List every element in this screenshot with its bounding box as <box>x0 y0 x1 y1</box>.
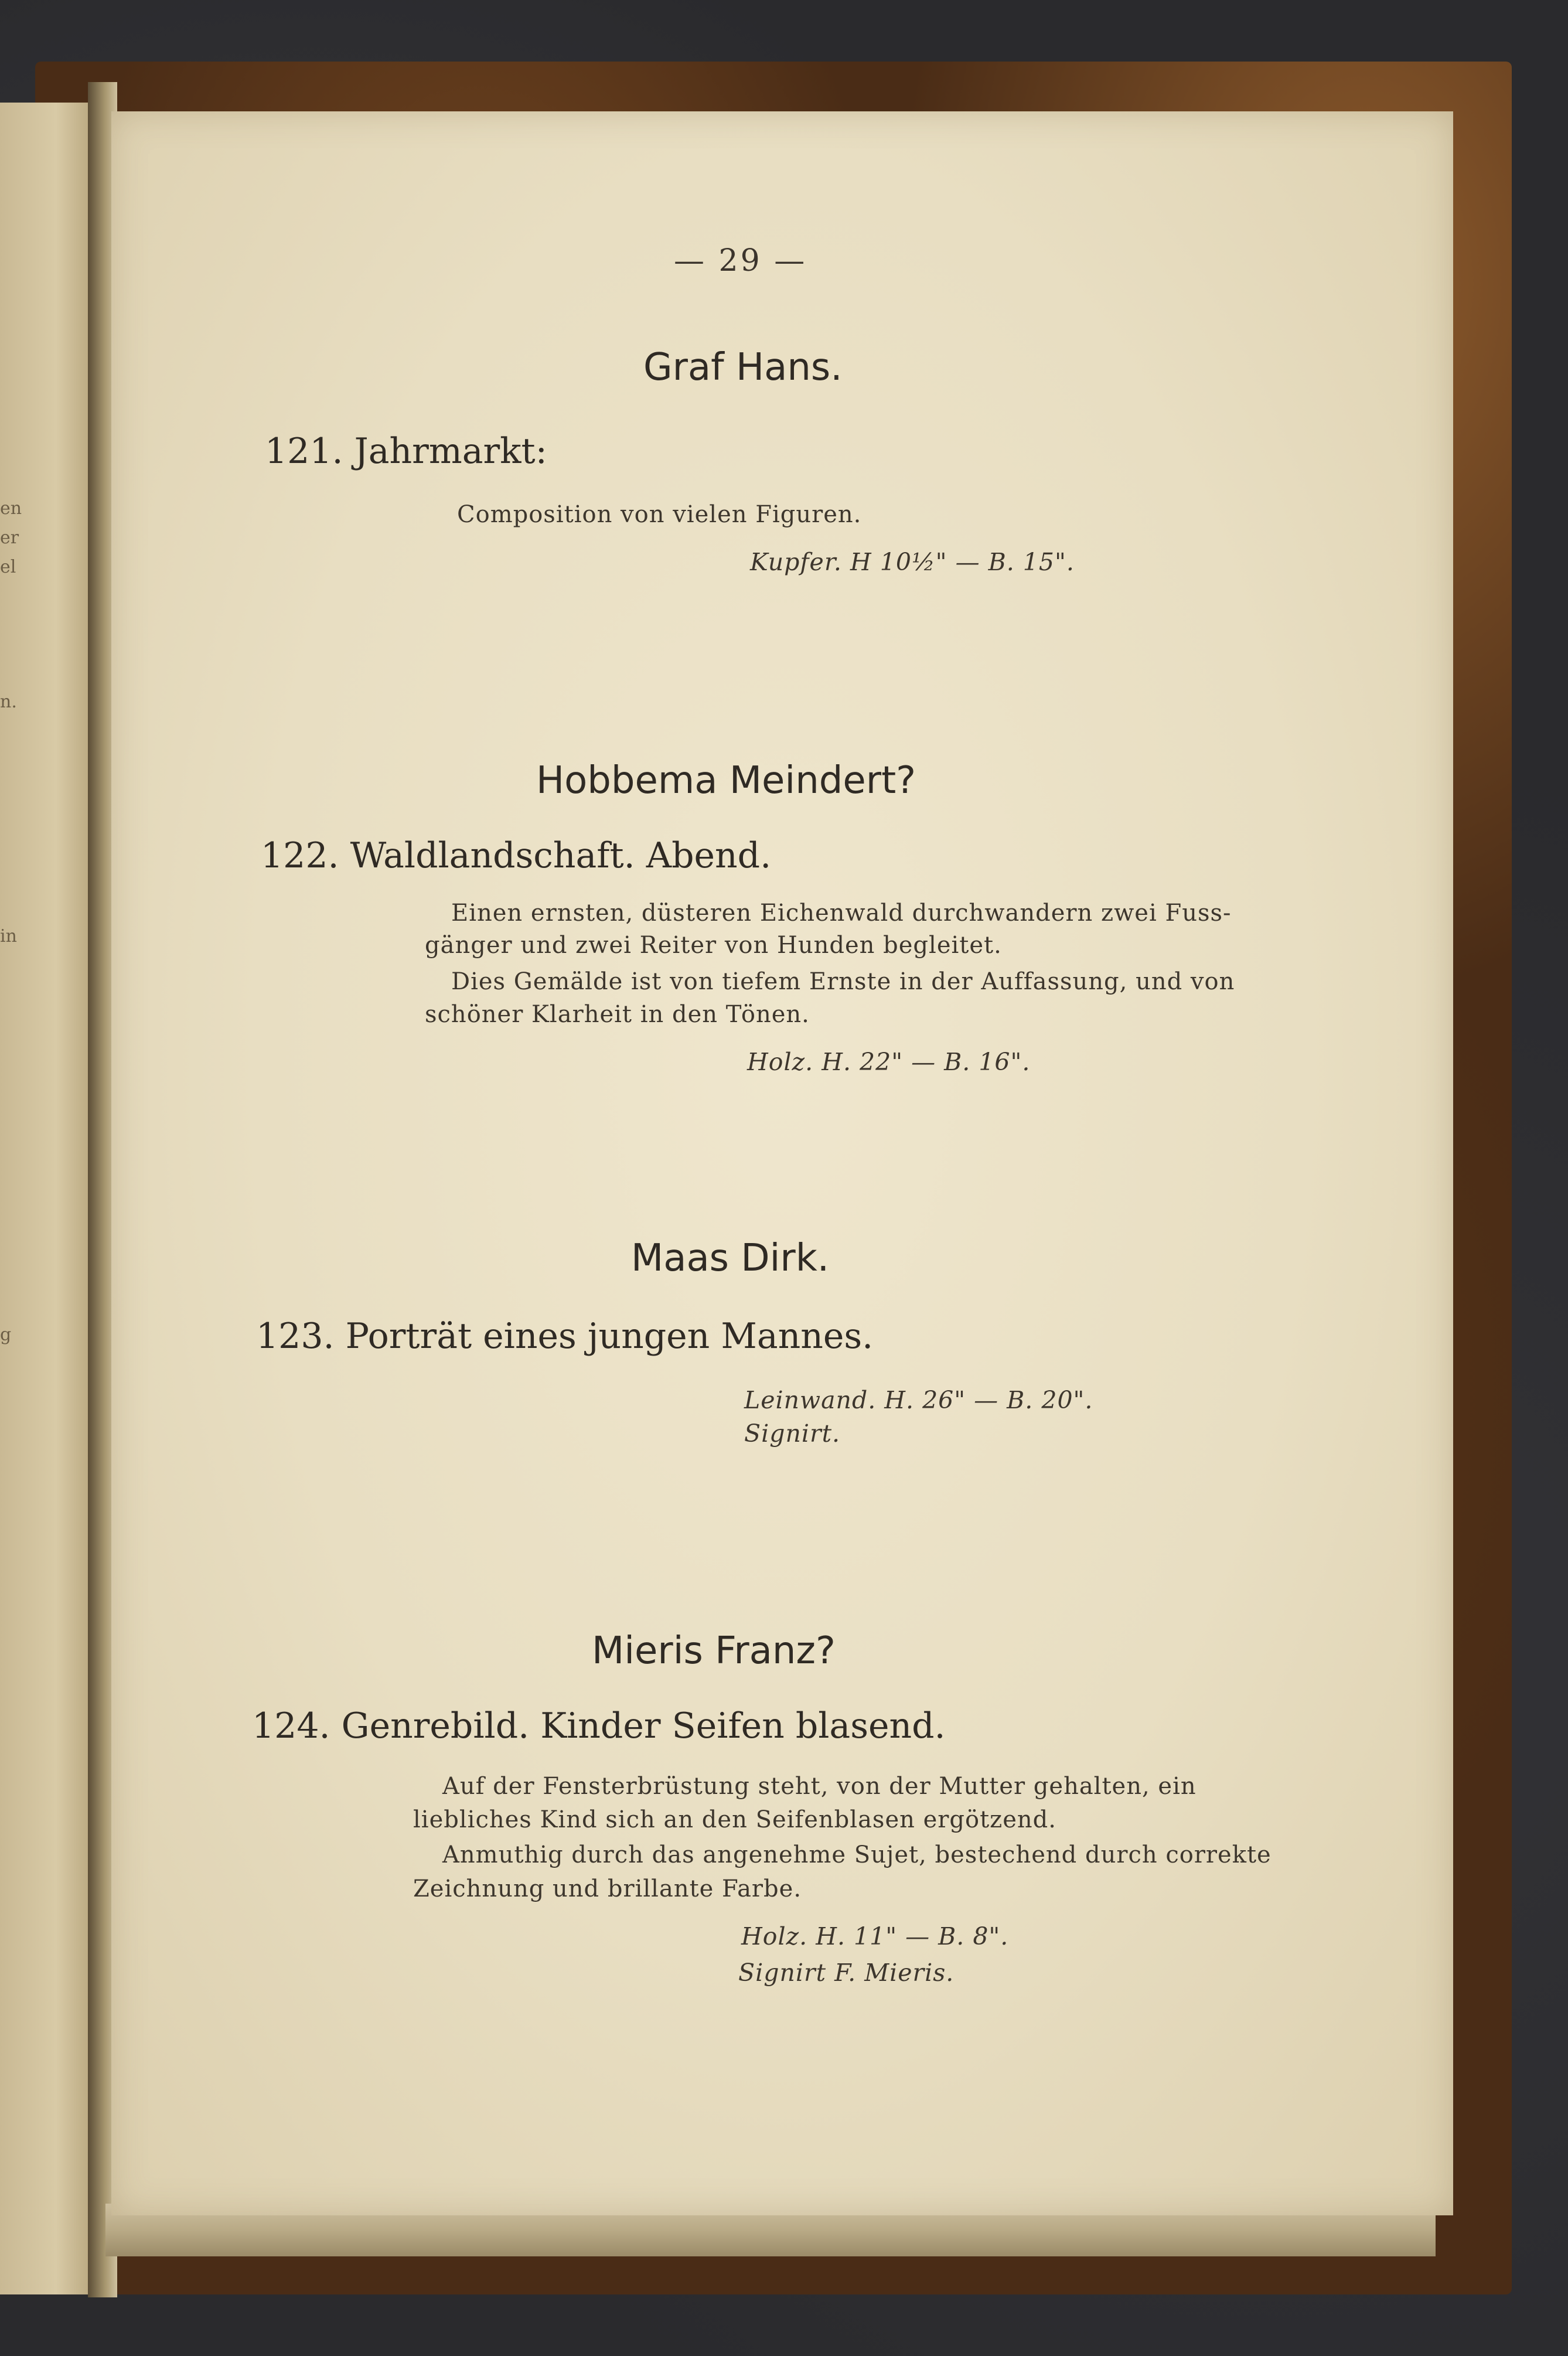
entry-title: 121. Jahrmarkt: <box>265 431 547 472</box>
entry-description-line: schöner Klarheit in den Tönen. <box>425 1001 810 1028</box>
entry-description-line: Dies Gemälde ist von tiefem Ernste in der Auffassung, und von <box>451 968 1235 995</box>
entry-description-line: Einen ernsten, düsteren Eichenwald durchwandern zwei Fuss- <box>451 900 1232 927</box>
entry-description-line: Anmuthig durch das angenehme Sujet, bestechend durch correkte <box>442 1841 1272 1868</box>
left-page-fragment: en <box>0 498 22 519</box>
entry-title: 123. Porträt eines jungen Mannes. <box>256 1316 874 1357</box>
catalog-page <box>111 111 1453 2215</box>
entry-description-line: liebliches Kind sich an den Seifenblasen ergötzend. <box>413 1806 1056 1833</box>
left-page <box>0 103 94 2294</box>
entry-dimensions: Kupfer. H 10½" — B. 15". <box>750 548 1075 576</box>
artist-heading: Maas Dirk. <box>631 1237 830 1280</box>
left-page-fragment: el <box>0 557 16 577</box>
artist-heading: Hobbema Meindert? <box>536 759 916 802</box>
entry-signature: Signirt F. Mieris. <box>738 1959 955 1987</box>
entry-dimensions: Holz. H. 11" — B. 8". <box>741 1922 1009 1950</box>
left-page-fragment: n. <box>0 692 17 712</box>
artist-heading: Mieris Franz? <box>592 1629 836 1673</box>
entry-signature: Signirt. <box>744 1419 841 1448</box>
entry-description-line: Auf der Fensterbrüstung steht, von der Mutter gehalten, ein <box>442 1773 1197 1800</box>
left-page-fragment: in <box>0 926 17 947</box>
entry-description-line: Composition von vielen Figuren. <box>457 501 862 528</box>
entry-description-line: gänger und zwei Reiter von Hunden begleitet. <box>425 932 1002 959</box>
left-page-fragment: er <box>0 527 19 548</box>
entry-dimensions: Holz. H. 22" — B. 16". <box>747 1048 1031 1076</box>
entry-dimensions: Leinwand. H. 26" — B. 20". <box>744 1386 1093 1414</box>
left-page-fragment: g <box>0 1325 12 1345</box>
entry-title: 124. Genrebild. Kinder Seifen blasend. <box>252 1705 946 1746</box>
artist-heading: Graf Hans. <box>643 346 843 389</box>
entry-description-line: Zeichnung und brillante Farbe. <box>413 1875 802 1902</box>
page-number: — 29 — <box>674 243 807 278</box>
entry-title: 122. Waldlandschaft. Abend. <box>261 835 772 876</box>
